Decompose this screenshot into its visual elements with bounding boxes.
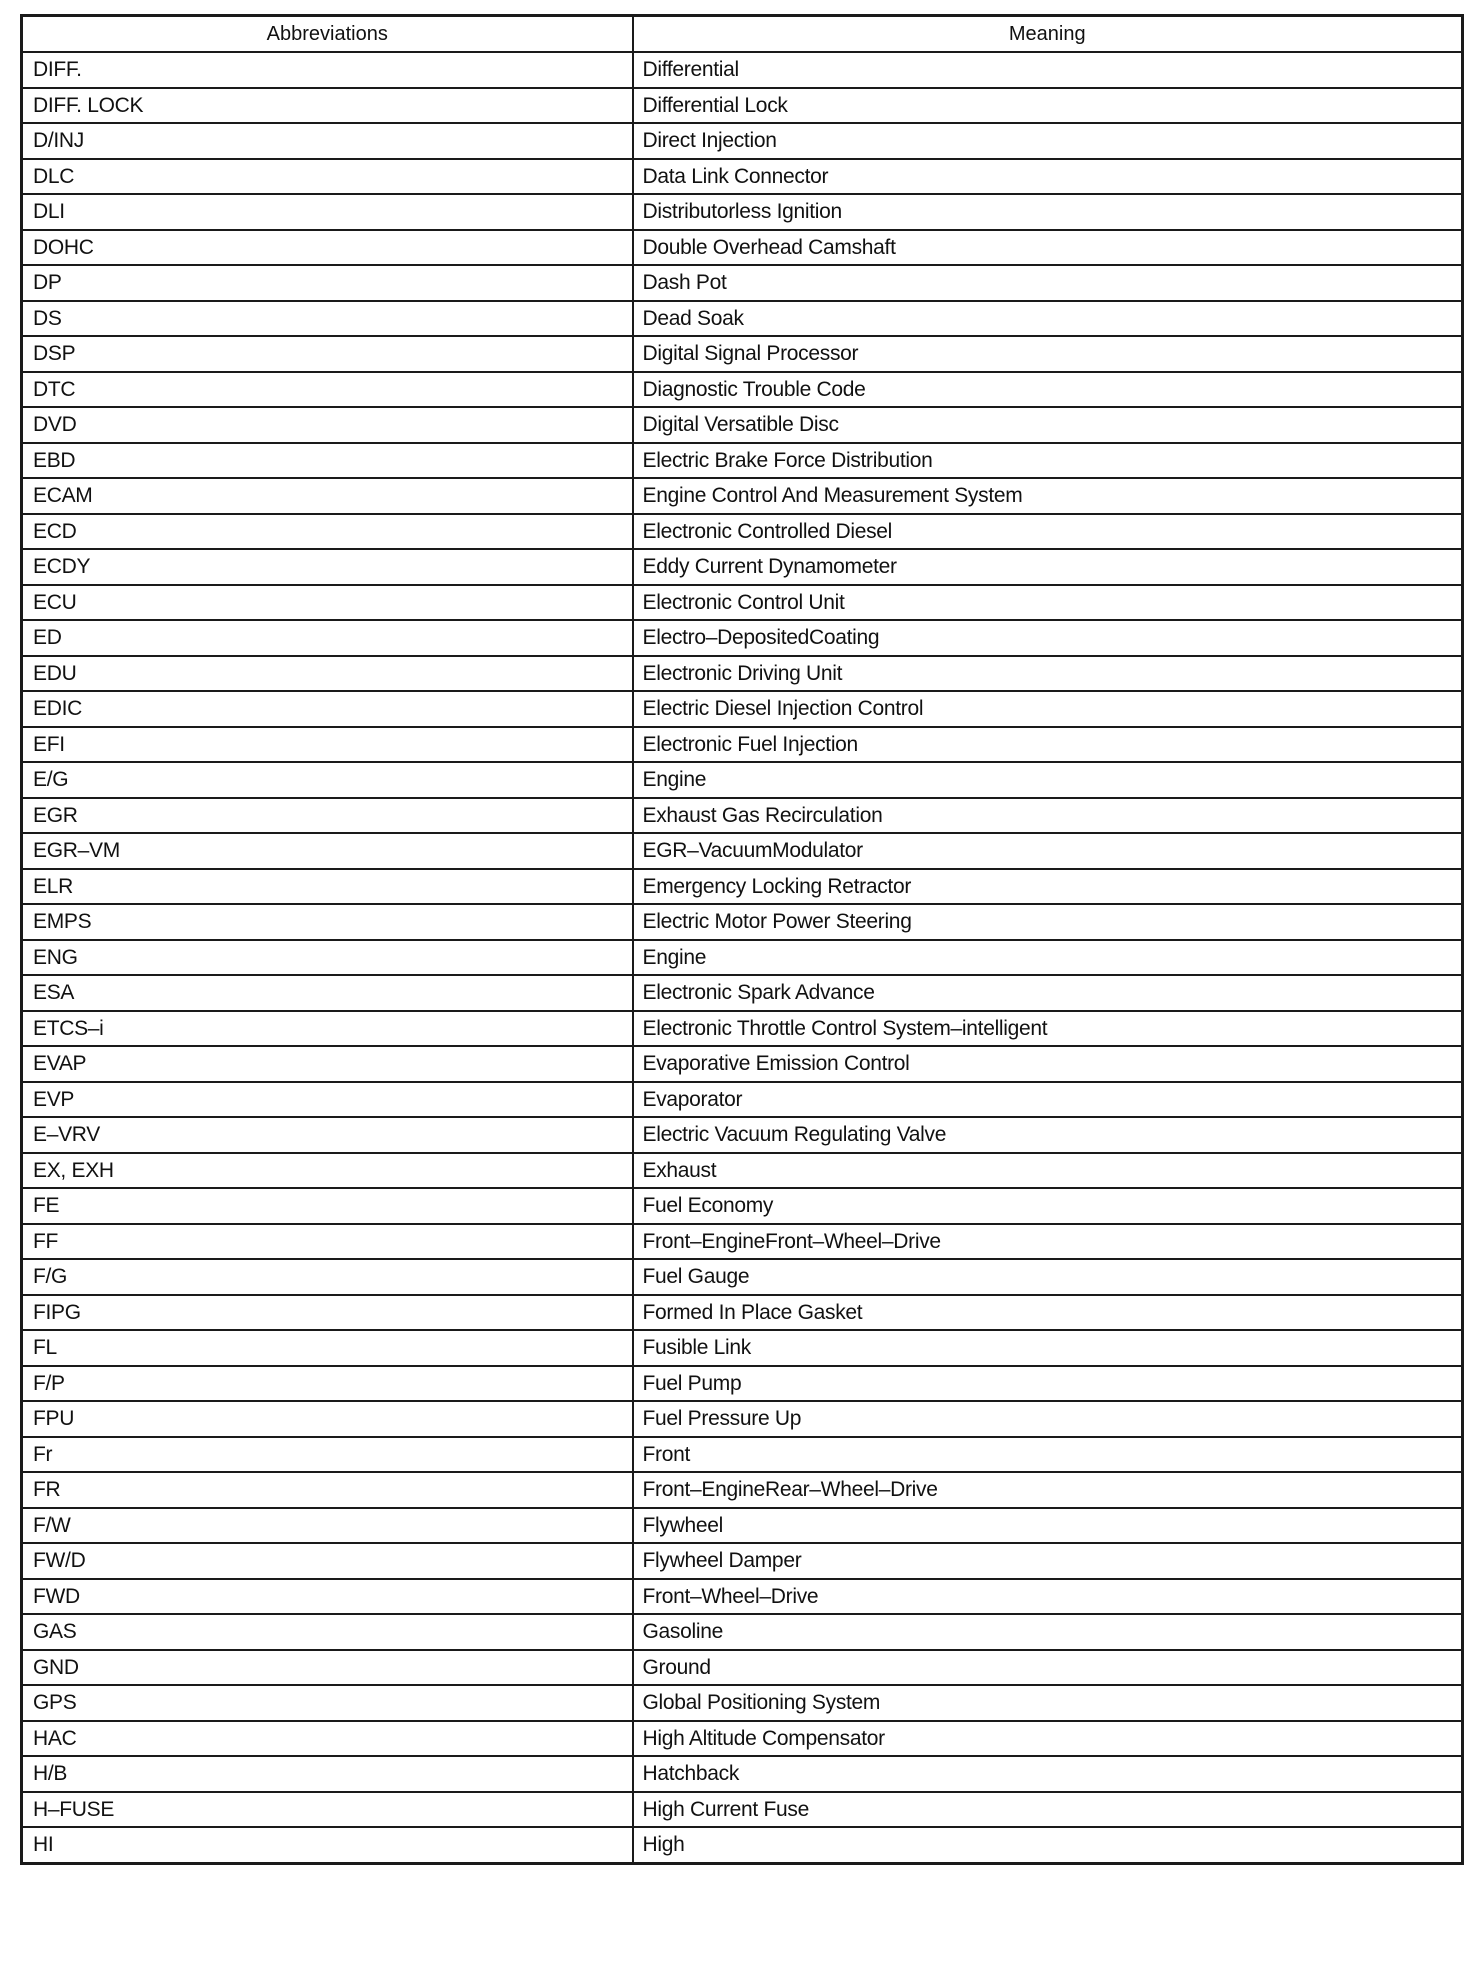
meaning-cell: Direct Injection [633, 123, 1463, 159]
table-row [22, 1472, 1463, 1508]
meaning-cell: Electronic Control Unit [633, 585, 1463, 621]
meaning-cell: Electronic Driving Unit [633, 656, 1463, 692]
table-row [22, 1224, 1463, 1260]
meaning-cell: Fusible Link [633, 1330, 1463, 1366]
table-row [22, 904, 1463, 940]
table-row [22, 194, 1463, 230]
meaning-cell: Fuel Economy [633, 1188, 1463, 1224]
meaning-cell: Electro–DepositedCoating [633, 620, 1463, 656]
table-row [22, 833, 1463, 869]
table-row [22, 1366, 1463, 1402]
abbreviation-cell: H–FUSE [22, 1792, 633, 1828]
abbreviation-cell: E/G [22, 762, 633, 798]
abbreviation-cell: FIPG [22, 1295, 633, 1331]
abbreviation-cell: FL [22, 1330, 633, 1366]
abbreviation-cell: DLC [22, 159, 633, 195]
meaning-cell: Electronic Controlled Diesel [633, 514, 1463, 550]
meaning-cell: Ground [633, 1650, 1463, 1686]
table-row [22, 798, 1463, 834]
abbreviation-cell: EVAP [22, 1046, 633, 1082]
abbreviation-cell: FPU [22, 1401, 633, 1437]
abbreviation-cell: DS [22, 301, 633, 337]
table-row [22, 407, 1463, 443]
table-row [22, 1543, 1463, 1579]
abbreviation-cell: FE [22, 1188, 633, 1224]
abbreviation-cell: F/P [22, 1366, 633, 1402]
table-row [22, 1295, 1463, 1331]
abbreviations-table [20, 14, 1464, 1865]
meaning-cell: Distributorless Ignition [633, 194, 1463, 230]
table-row [22, 301, 1463, 337]
table-row [22, 975, 1463, 1011]
abbreviation-cell: GPS [22, 1685, 633, 1721]
abbreviation-cell: ESA [22, 975, 633, 1011]
abbreviation-cell: DSP [22, 336, 633, 372]
table-row [22, 1153, 1463, 1189]
abbreviation-cell: DP [22, 265, 633, 301]
abbreviation-cell: EMPS [22, 904, 633, 940]
abbreviation-cell: ELR [22, 869, 633, 905]
abbreviation-cell: EX, EXH [22, 1153, 633, 1189]
abbreviation-cell: GAS [22, 1614, 633, 1650]
meaning-cell: Dead Soak [633, 301, 1463, 337]
abbreviation-cell: EFI [22, 727, 633, 763]
meaning-cell: Gasoline [633, 1614, 1463, 1650]
meaning-cell: Diagnostic Trouble Code [633, 372, 1463, 408]
table-row [22, 1827, 1463, 1863]
meaning-cell: High [633, 1827, 1463, 1863]
abbreviation-cell: DTC [22, 372, 633, 408]
meaning-cell: Formed In Place Gasket [633, 1295, 1463, 1331]
abbreviation-cell: EVP [22, 1082, 633, 1118]
table-row [22, 940, 1463, 976]
table-row [22, 869, 1463, 905]
meaning-cell: Differential Lock [633, 88, 1463, 124]
abbreviation-cell: GND [22, 1650, 633, 1686]
abbreviation-cell: EDU [22, 656, 633, 692]
meaning-cell: Flywheel Damper [633, 1543, 1463, 1579]
table-row [22, 1614, 1463, 1650]
table-row [22, 1579, 1463, 1615]
meaning-cell: Engine [633, 940, 1463, 976]
table-body [22, 52, 1463, 1863]
abbreviation-cell: FW/D [22, 1543, 633, 1579]
table-row [22, 443, 1463, 479]
table-row [22, 123, 1463, 159]
meaning-cell: Digital Signal Processor [633, 336, 1463, 372]
table-row [22, 1011, 1463, 1047]
meaning-cell: Electric Motor Power Steering [633, 904, 1463, 940]
table-row [22, 1721, 1463, 1757]
meaning-cell: Engine [633, 762, 1463, 798]
table-header-row [22, 16, 1463, 53]
table-row [22, 1792, 1463, 1828]
table-row [22, 549, 1463, 585]
table-row [22, 1330, 1463, 1366]
abbreviation-cell: Fr [22, 1437, 633, 1473]
meaning-cell: Emergency Locking Retractor [633, 869, 1463, 905]
table-row [22, 1437, 1463, 1473]
abbreviation-cell: F/W [22, 1508, 633, 1544]
abbreviation-cell: FF [22, 1224, 633, 1260]
table-row [22, 514, 1463, 550]
meaning-cell: Electronic Throttle Control System–intelligent [633, 1011, 1463, 1047]
abbreviation-cell: DLI [22, 194, 633, 230]
table-row [22, 1685, 1463, 1721]
header-abbreviations: Abbreviations [22, 16, 633, 53]
table-row [22, 88, 1463, 124]
abbreviation-cell: E–VRV [22, 1117, 633, 1153]
table-row [22, 585, 1463, 621]
meaning-cell: Front–EngineFront–Wheel–Drive [633, 1224, 1463, 1260]
table-row [22, 1401, 1463, 1437]
meaning-cell: Fuel Pressure Up [633, 1401, 1463, 1437]
meaning-cell: Exhaust [633, 1153, 1463, 1189]
table-row [22, 691, 1463, 727]
meaning-cell: Differential [633, 52, 1463, 88]
meaning-cell: Electronic Spark Advance [633, 975, 1463, 1011]
abbreviation-cell: ENG [22, 940, 633, 976]
table-row [22, 620, 1463, 656]
abbreviation-cell: HI [22, 1827, 633, 1863]
meaning-cell: Evaporative Emission Control [633, 1046, 1463, 1082]
meaning-cell: Flywheel [633, 1508, 1463, 1544]
meaning-cell: High Altitude Compensator [633, 1721, 1463, 1757]
abbreviation-cell: ECU [22, 585, 633, 621]
table-row [22, 336, 1463, 372]
table-row [22, 159, 1463, 195]
meaning-cell: Global Positioning System [633, 1685, 1463, 1721]
abbreviation-cell: FR [22, 1472, 633, 1508]
meaning-cell: Engine Control And Measurement System [633, 478, 1463, 514]
meaning-cell: Electric Vacuum Regulating Valve [633, 1117, 1463, 1153]
meaning-cell: Front–EngineRear–Wheel–Drive [633, 1472, 1463, 1508]
abbreviation-cell: FWD [22, 1579, 633, 1615]
abbreviation-cell: HAC [22, 1721, 633, 1757]
meaning-cell: Dash Pot [633, 265, 1463, 301]
abbreviation-cell: DVD [22, 407, 633, 443]
abbreviation-cell: ECAM [22, 478, 633, 514]
meaning-cell: Hatchback [633, 1756, 1463, 1792]
meaning-cell: Electric Diesel Injection Control [633, 691, 1463, 727]
meaning-cell: Fuel Gauge [633, 1259, 1463, 1295]
meaning-cell: Electric Brake Force Distribution [633, 443, 1463, 479]
abbreviation-cell: D/INJ [22, 123, 633, 159]
abbreviation-cell: DOHC [22, 230, 633, 266]
table-row [22, 1756, 1463, 1792]
table-row [22, 1082, 1463, 1118]
meaning-cell: Evaporator [633, 1082, 1463, 1118]
abbreviation-cell: EGR [22, 798, 633, 834]
meaning-cell: Electronic Fuel Injection [633, 727, 1463, 763]
abbreviation-cell: ETCS–i [22, 1011, 633, 1047]
meaning-cell: Eddy Current Dynamometer [633, 549, 1463, 585]
meaning-cell: Digital Versatible Disc [633, 407, 1463, 443]
table-row [22, 1117, 1463, 1153]
meaning-cell: Exhaust Gas Recirculation [633, 798, 1463, 834]
meaning-cell: Fuel Pump [633, 1366, 1463, 1402]
abbreviation-cell: EGR–VM [22, 833, 633, 869]
table-row [22, 656, 1463, 692]
table-row [22, 1508, 1463, 1544]
table-row [22, 1259, 1463, 1295]
abbreviation-cell: F/G [22, 1259, 633, 1295]
abbreviation-cell: DIFF. [22, 52, 633, 88]
table-row [22, 478, 1463, 514]
meaning-cell: High Current Fuse [633, 1792, 1463, 1828]
abbreviation-cell: EBD [22, 443, 633, 479]
table-row [22, 52, 1463, 88]
meaning-cell: Data Link Connector [633, 159, 1463, 195]
meaning-cell: EGR–VacuumModulator [633, 833, 1463, 869]
abbreviation-cell: ECDY [22, 549, 633, 585]
meaning-cell: Front–Wheel–Drive [633, 1579, 1463, 1615]
table-row [22, 1188, 1463, 1224]
abbreviation-cell: ED [22, 620, 633, 656]
table-row [22, 372, 1463, 408]
abbreviation-cell: ECD [22, 514, 633, 550]
table-row [22, 727, 1463, 763]
table-row [22, 265, 1463, 301]
table-row [22, 1046, 1463, 1082]
table-row [22, 230, 1463, 266]
header-meaning: Meaning [633, 16, 1463, 53]
abbreviation-cell: H/B [22, 1756, 633, 1792]
table-row [22, 1650, 1463, 1686]
meaning-cell: Front [633, 1437, 1463, 1473]
abbreviation-cell: EDIC [22, 691, 633, 727]
table-row [22, 762, 1463, 798]
abbreviation-cell: DIFF. LOCK [22, 88, 633, 124]
meaning-cell: Double Overhead Camshaft [633, 230, 1463, 266]
